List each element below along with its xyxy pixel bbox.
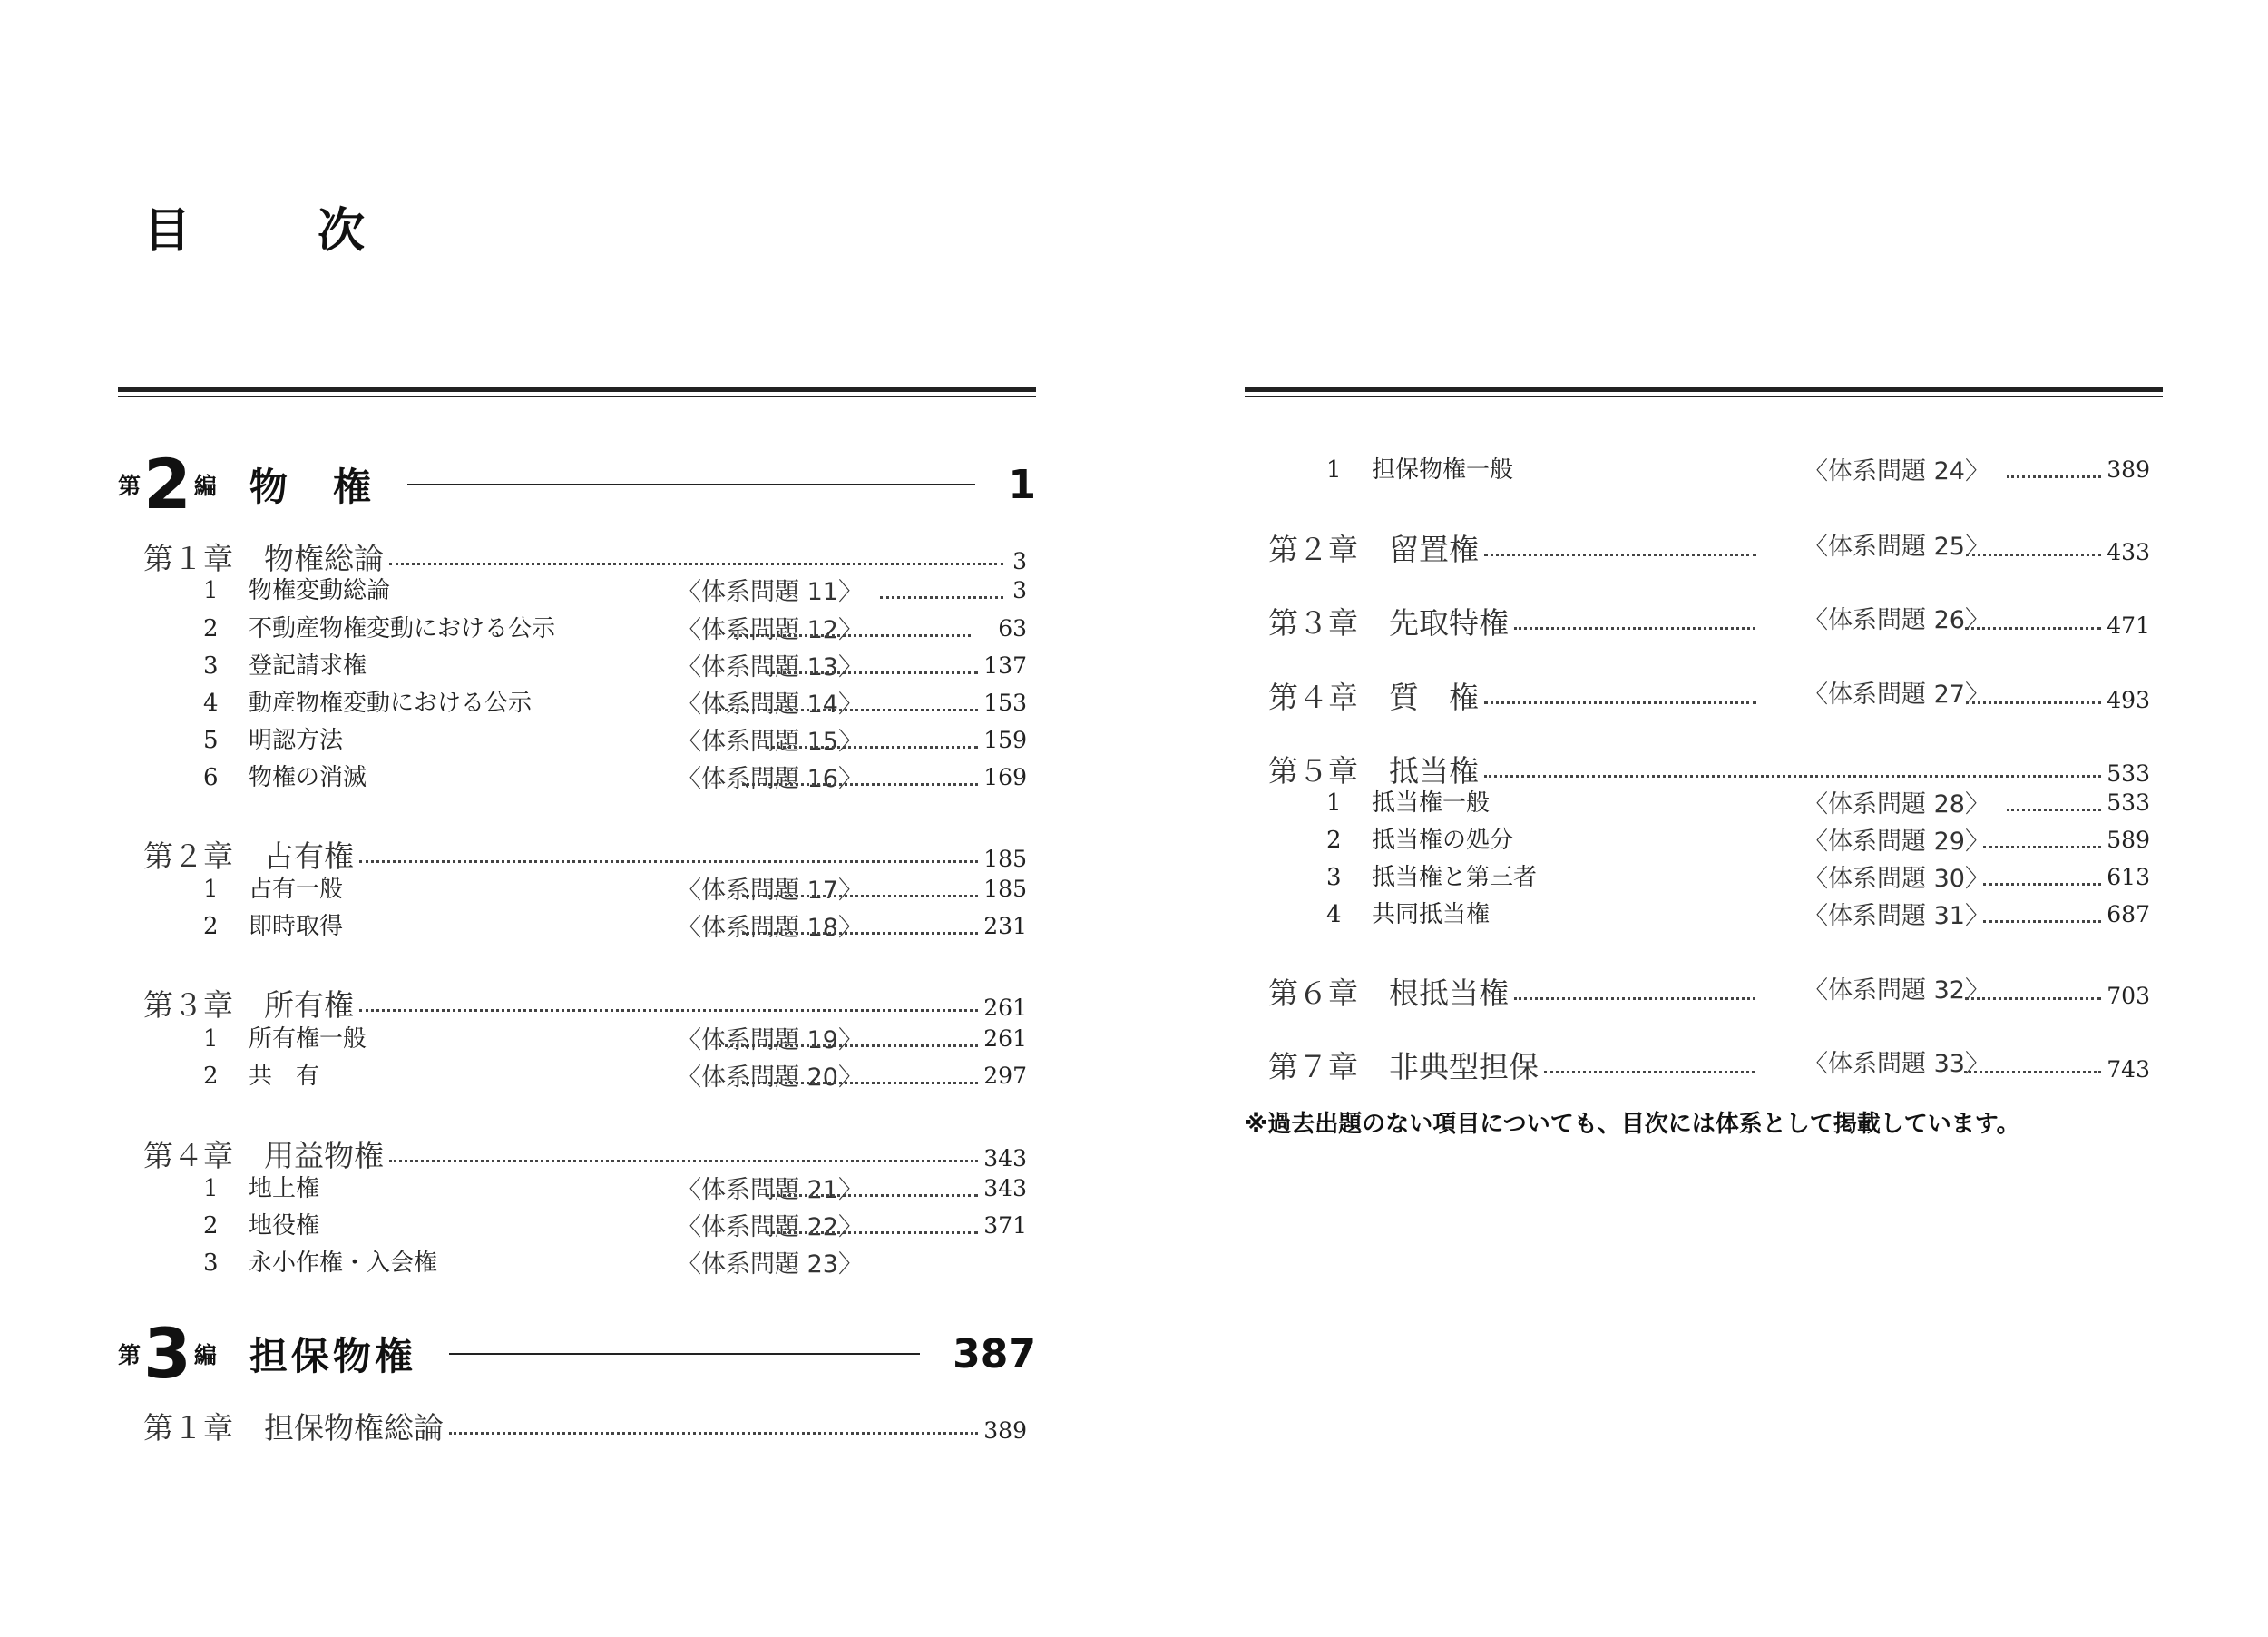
section-title: 所有権一般 bbox=[249, 1025, 367, 1053]
page-number: 261 bbox=[983, 1025, 1027, 1052]
dot-leader bbox=[734, 634, 971, 637]
toc-chapter[interactable] bbox=[143, 1132, 1027, 1174]
section-label bbox=[203, 1244, 437, 1278]
toc-section[interactable] bbox=[1326, 858, 2150, 895]
toc-chapter[interactable] bbox=[1268, 970, 2150, 1012]
footnote: ※過去出題のない項目についても、目次には体系として掲載しています。 bbox=[1245, 1111, 2020, 1138]
page-number: 389 bbox=[983, 1417, 1027, 1444]
problem-ref: 〈体系問題 16〉 bbox=[677, 765, 863, 793]
page-number: 533 bbox=[2107, 760, 2150, 787]
section-label bbox=[203, 1170, 319, 1203]
problem-ref: 〈体系問題 15〉 bbox=[677, 728, 863, 756]
dot-leader bbox=[2007, 475, 2101, 478]
toc-section[interactable] bbox=[1326, 451, 2150, 487]
section-label bbox=[203, 572, 390, 605]
dot-leader bbox=[719, 709, 978, 711]
chapter-number: 第６章 bbox=[1268, 975, 1358, 1011]
section-label bbox=[1326, 784, 1490, 818]
dot-leader bbox=[742, 783, 978, 786]
dot-leader bbox=[1484, 775, 2101, 778]
toc-section[interactable] bbox=[203, 721, 1027, 758]
toc-section[interactable] bbox=[1326, 821, 2150, 858]
section-label bbox=[1326, 821, 1513, 855]
section-number: 5 bbox=[203, 727, 219, 754]
chapter-label bbox=[143, 833, 354, 876]
problem-ref: 〈体系問題 33〉 bbox=[1804, 1050, 1989, 1078]
chapter-number: 第４章 bbox=[1268, 680, 1358, 715]
part-title: 物 権 bbox=[249, 465, 375, 509]
chapter-number: 第３章 bbox=[1268, 605, 1358, 641]
dot-leader bbox=[1965, 997, 2101, 1000]
dot-leader bbox=[1964, 1071, 2101, 1073]
dot-leader bbox=[1544, 1071, 1755, 1073]
problem-ref: 〈体系問題 23〉 bbox=[677, 1250, 863, 1279]
toc-chapter[interactable] bbox=[1268, 1044, 2150, 1085]
dot-leader bbox=[1966, 701, 2101, 704]
chapter-number: 第１章 bbox=[143, 1410, 233, 1446]
problem-ref: 〈体系問題 29〉 bbox=[1804, 828, 1989, 856]
part-dai: 第 bbox=[118, 1342, 142, 1368]
chapter-title: 所有権 bbox=[264, 987, 354, 1023]
dot-leader bbox=[359, 860, 978, 863]
toc-section[interactable] bbox=[203, 1057, 1027, 1093]
section-label bbox=[203, 1207, 319, 1240]
dot-leader bbox=[389, 1160, 978, 1162]
toc-section[interactable] bbox=[203, 647, 1027, 683]
dot-leader bbox=[880, 596, 1003, 599]
section-title: 抵当権の処分 bbox=[1372, 827, 1514, 854]
chapter-label bbox=[143, 1405, 444, 1447]
section-number: 2 bbox=[1326, 827, 1342, 854]
problem-ref: 〈体系問題 13〉 bbox=[677, 653, 863, 681]
problem-ref: 〈体系問題 12〉 bbox=[677, 616, 863, 644]
problem-ref: 〈体系問題 14〉 bbox=[677, 691, 863, 719]
problem-ref: 〈体系問題 22〉 bbox=[677, 1213, 863, 1241]
page-number: 343 bbox=[983, 1145, 1027, 1171]
dot-leader bbox=[766, 671, 978, 674]
page-number: 687 bbox=[2107, 901, 2150, 927]
chapter-number: 第５章 bbox=[1268, 753, 1358, 789]
chapter-label bbox=[1268, 600, 1509, 642]
section-title: 物権変動総論 bbox=[249, 577, 391, 604]
chapter-number: 第３章 bbox=[143, 987, 233, 1023]
section-title: 不動産物権変動における公示 bbox=[249, 615, 556, 642]
chapter-title: 留置権 bbox=[1389, 532, 1479, 567]
problem-ref: 〈体系問題 32〉 bbox=[1804, 976, 1989, 1005]
page-number: 589 bbox=[2107, 827, 2150, 853]
problem-ref: 〈体系問題 30〉 bbox=[1804, 865, 1989, 893]
toc-chapter[interactable] bbox=[1268, 600, 2150, 642]
section-number: 1 bbox=[203, 577, 219, 604]
page-number: 433 bbox=[2107, 539, 2150, 565]
section-number: 3 bbox=[1326, 864, 1342, 891]
toc-section[interactable] bbox=[1326, 896, 2150, 932]
toc-chapter[interactable] bbox=[143, 1405, 1027, 1446]
part-hen: 編 bbox=[193, 1342, 217, 1368]
chapter-label bbox=[1268, 970, 1509, 1013]
part-hen: 編 bbox=[193, 473, 217, 499]
dot-leader bbox=[742, 1082, 978, 1084]
chapter-title: 質 権 bbox=[1389, 680, 1479, 715]
section-title: 地役権 bbox=[249, 1212, 320, 1240]
section-number: 2 bbox=[203, 1063, 219, 1090]
page-number: 743 bbox=[2107, 1056, 2150, 1083]
dot-leader bbox=[449, 1432, 978, 1435]
section-label bbox=[203, 870, 343, 904]
part-title: 担保物権 bbox=[249, 1334, 416, 1378]
toc-section[interactable] bbox=[203, 684, 1027, 720]
section-label bbox=[203, 610, 555, 643]
chapter-number: 第４章 bbox=[143, 1138, 233, 1173]
page-number: 343 bbox=[983, 1175, 1027, 1201]
section-label bbox=[203, 759, 367, 792]
section-title: 登記請求権 bbox=[249, 652, 367, 680]
section-title: 物権の消滅 bbox=[249, 764, 367, 791]
dot-leader bbox=[1514, 627, 1755, 630]
toc-chapter[interactable] bbox=[1268, 674, 2150, 716]
dot-leader bbox=[2007, 809, 2101, 811]
toc-section[interactable] bbox=[203, 1170, 1027, 1206]
section-number: 1 bbox=[203, 1025, 219, 1053]
dot-leader bbox=[359, 1009, 978, 1012]
toc-chapter[interactable] bbox=[1268, 526, 2150, 568]
section-number: 4 bbox=[203, 690, 219, 717]
section-label bbox=[1326, 858, 1537, 892]
page-number: 169 bbox=[983, 764, 1027, 790]
toc-section[interactable] bbox=[203, 572, 1027, 608]
section-title: 即時取得 bbox=[249, 913, 344, 940]
problem-ref: 〈体系問題 11〉 bbox=[677, 578, 863, 606]
toc-section[interactable] bbox=[203, 1244, 1027, 1280]
problem-ref: 〈体系問題 18〉 bbox=[677, 914, 863, 942]
toc-section[interactable] bbox=[203, 610, 1027, 646]
problem-ref: 〈体系問題 17〉 bbox=[677, 877, 863, 905]
chapter-title: 抵当権 bbox=[1389, 753, 1479, 789]
page-number: 297 bbox=[983, 1063, 1027, 1089]
page-number: 137 bbox=[983, 652, 1027, 679]
page-number: 613 bbox=[2107, 864, 2150, 890]
left-header-rule bbox=[118, 387, 1036, 392]
chapter-title: 物権総論 bbox=[264, 541, 384, 576]
page-number: 185 bbox=[983, 846, 1027, 872]
dot-leader bbox=[1983, 846, 2101, 848]
page-number: 159 bbox=[983, 727, 1027, 753]
chapter-title: 占有権 bbox=[264, 838, 354, 874]
section-number: 1 bbox=[203, 876, 219, 903]
section-label bbox=[203, 647, 367, 681]
dot-leader bbox=[742, 895, 978, 897]
toc-section[interactable] bbox=[1326, 784, 2150, 820]
problem-ref: 〈体系問題 24〉 bbox=[1804, 457, 1989, 485]
dot-leader bbox=[1484, 701, 1756, 704]
page-number: 389 bbox=[2107, 456, 2150, 483]
dot-leader bbox=[389, 563, 1003, 565]
problem-ref: 〈体系問題 31〉 bbox=[1804, 902, 1989, 930]
section-label bbox=[1326, 451, 1513, 485]
dot-leader bbox=[1983, 920, 2101, 923]
page-number: 231 bbox=[983, 913, 1027, 939]
chapter-title: 先取特権 bbox=[1389, 605, 1509, 641]
page-number: 153 bbox=[983, 690, 1027, 716]
section-title: 動産物権変動における公示 bbox=[249, 690, 533, 717]
section-number: 2 bbox=[203, 913, 219, 940]
section-title: 共 有 bbox=[249, 1063, 320, 1090]
dot-leader bbox=[742, 932, 978, 935]
problem-ref: 〈体系問題 19〉 bbox=[677, 1026, 863, 1054]
dot-leader bbox=[1514, 997, 1755, 1000]
section-label bbox=[203, 1020, 367, 1054]
dot-leader bbox=[766, 1194, 978, 1197]
chapter-number: 第１章 bbox=[143, 541, 233, 576]
section-title: 担保物権一般 bbox=[1372, 456, 1514, 484]
part-page: 1 bbox=[1008, 461, 1036, 508]
toc-section[interactable] bbox=[203, 1020, 1027, 1056]
section-title: 明認方法 bbox=[249, 727, 344, 754]
page-title: 目 次 bbox=[143, 204, 406, 259]
part-divider bbox=[407, 484, 975, 485]
dot-leader bbox=[1484, 554, 1756, 556]
dot-leader bbox=[766, 746, 978, 749]
part-heading bbox=[118, 1313, 1036, 1394]
page-number: 371 bbox=[983, 1212, 1027, 1239]
problem-ref: 〈体系問題 20〉 bbox=[677, 1064, 863, 1092]
section-title: 共同抵当権 bbox=[1372, 901, 1491, 928]
section-title: 抵当権一般 bbox=[1372, 789, 1491, 817]
section-number: 1 bbox=[1326, 456, 1342, 484]
section-title: 永小作権・入会権 bbox=[249, 1250, 438, 1277]
part-number: 2 bbox=[143, 444, 191, 524]
toc-section[interactable] bbox=[203, 759, 1027, 795]
section-number: 1 bbox=[203, 1175, 219, 1202]
section-title: 地上権 bbox=[249, 1175, 320, 1202]
problem-ref: 〈体系問題 26〉 bbox=[1804, 606, 1989, 634]
chapter-number: 第２章 bbox=[1268, 532, 1358, 567]
chapter-number: 第７章 bbox=[1268, 1049, 1358, 1084]
chapter-label bbox=[1268, 1044, 1539, 1086]
toc-section[interactable] bbox=[203, 907, 1027, 944]
toc-chapter[interactable] bbox=[143, 982, 1027, 1024]
section-label bbox=[1326, 896, 1490, 929]
page-number: 63 bbox=[998, 615, 1027, 642]
part-number: 3 bbox=[143, 1313, 191, 1394]
section-label bbox=[203, 721, 343, 755]
part-divider bbox=[449, 1353, 920, 1355]
part-dai: 第 bbox=[118, 473, 142, 499]
chapter-label bbox=[1268, 674, 1479, 717]
page-number: 703 bbox=[2107, 983, 2150, 1009]
right-header-rule bbox=[1245, 387, 2163, 392]
section-number: 4 bbox=[1326, 901, 1342, 928]
part-page: 387 bbox=[953, 1330, 1036, 1377]
chapter-label bbox=[143, 982, 354, 1024]
chapter-title: 用益物権 bbox=[264, 1138, 384, 1173]
dot-leader bbox=[1983, 883, 2101, 886]
dot-leader bbox=[766, 1231, 978, 1234]
section-number: 3 bbox=[203, 652, 219, 680]
page-number: 261 bbox=[983, 995, 1027, 1021]
section-title: 抵当権と第三者 bbox=[1372, 864, 1538, 891]
toc-chapter[interactable] bbox=[143, 833, 1027, 875]
dot-leader bbox=[719, 1044, 978, 1047]
section-label bbox=[203, 684, 532, 718]
toc-section[interactable] bbox=[203, 1207, 1027, 1243]
chapter-title: 根抵当権 bbox=[1389, 975, 1509, 1011]
chapter-title: 非典型担保 bbox=[1389, 1049, 1539, 1084]
page-number: 3 bbox=[1012, 577, 1027, 603]
problem-ref: 〈体系問題 27〉 bbox=[1804, 681, 1989, 709]
part-heading bbox=[118, 444, 1036, 524]
problem-ref: 〈体系問題 25〉 bbox=[1804, 533, 1989, 561]
page-number: 185 bbox=[983, 876, 1027, 902]
section-label bbox=[203, 907, 343, 941]
page-number: 471 bbox=[2107, 613, 2150, 639]
dot-leader bbox=[1966, 554, 2101, 556]
chapter-label bbox=[1268, 526, 1479, 569]
page-number: 533 bbox=[2107, 789, 2150, 816]
problem-ref: 〈体系問題 28〉 bbox=[1804, 790, 1989, 818]
section-title: 占有一般 bbox=[249, 876, 344, 903]
chapter-label bbox=[143, 1132, 384, 1175]
page-number: 3 bbox=[1012, 548, 1027, 574]
page-number: 493 bbox=[2107, 687, 2150, 713]
section-number: 1 bbox=[1326, 789, 1342, 817]
toc-section[interactable] bbox=[203, 870, 1027, 907]
section-number: 6 bbox=[203, 764, 219, 791]
section-number: 2 bbox=[203, 1212, 219, 1240]
section-number: 3 bbox=[203, 1250, 219, 1277]
section-label bbox=[203, 1057, 319, 1091]
section-number: 2 bbox=[203, 615, 219, 642]
chapter-title: 担保物権総論 bbox=[264, 1410, 444, 1446]
chapter-number: 第２章 bbox=[143, 838, 233, 874]
dot-leader bbox=[1965, 627, 2101, 630]
problem-ref: 〈体系問題 21〉 bbox=[677, 1176, 863, 1204]
